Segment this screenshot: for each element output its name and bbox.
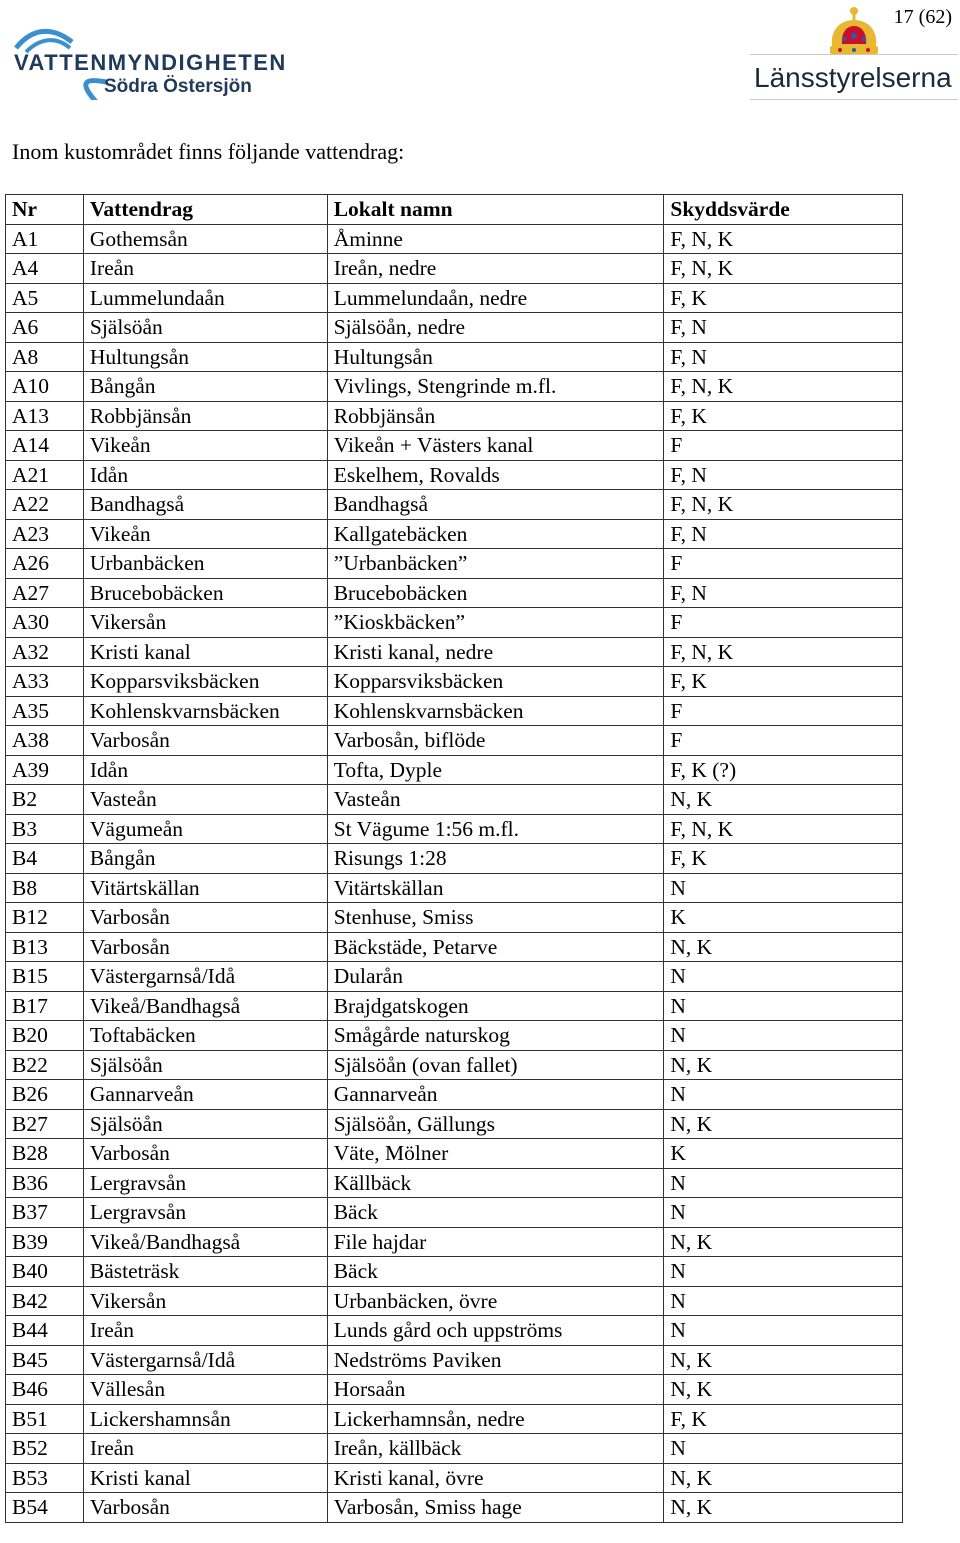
cell-skyddsvarde: F, N <box>664 460 903 490</box>
cell-vattendrag: Bångån <box>83 372 327 402</box>
cell-nr: A32 <box>6 637 84 667</box>
cell-skyddsvarde: N, K <box>664 1109 903 1139</box>
cell-lokalt-namn: Vitärtskällan <box>327 873 664 903</box>
cell-skyddsvarde: N <box>664 1286 903 1316</box>
cell-vattendrag: Själsöån <box>83 313 327 343</box>
table-row <box>6 726 903 756</box>
cell-vattendrag: Ireån <box>83 1316 327 1346</box>
cell-nr: A33 <box>6 667 84 697</box>
cell-nr: B17 <box>6 991 84 1021</box>
cell-nr: A13 <box>6 401 84 431</box>
cell-skyddsvarde: N, K <box>664 1227 903 1257</box>
table-row <box>6 1198 903 1228</box>
table-row <box>6 1463 903 1493</box>
cell-lokalt-namn: Robbjänsån <box>327 401 664 431</box>
header-vattendrag: Vattendrag <box>83 195 327 225</box>
cell-lokalt-namn: Horsaån <box>327 1375 664 1405</box>
cell-vattendrag: Vitärtskällan <box>83 873 327 903</box>
watercourse-table <box>5 194 903 1523</box>
table-row <box>6 932 903 962</box>
cell-lokalt-namn: St Vägume 1:56 m.fl. <box>327 814 664 844</box>
cell-nr: A39 <box>6 755 84 785</box>
cell-lokalt-namn: Eskelhem, Rovalds <box>327 460 664 490</box>
cell-skyddsvarde: N <box>664 1316 903 1346</box>
table-row <box>6 254 903 284</box>
cell-lokalt-namn: Brajdgatskogen <box>327 991 664 1021</box>
table-row <box>6 637 903 667</box>
cell-skyddsvarde: F <box>664 726 903 756</box>
cell-vattendrag: Vikeån <box>83 431 327 461</box>
table-row <box>6 1257 903 1287</box>
cell-vattendrag: Toftabäcken <box>83 1021 327 1051</box>
cell-lokalt-namn: Kallgatebäcken <box>327 519 664 549</box>
cell-skyddsvarde: F <box>664 431 903 461</box>
cell-nr: A21 <box>6 460 84 490</box>
cell-skyddsvarde: F, K <box>664 283 903 313</box>
cell-vattendrag: Varbosån <box>83 1139 327 1169</box>
cell-vattendrag: Lummelundaån <box>83 283 327 313</box>
cell-skyddsvarde: N <box>664 991 903 1021</box>
cell-nr: A38 <box>6 726 84 756</box>
cell-nr: B45 <box>6 1345 84 1375</box>
cell-nr: A26 <box>6 549 84 579</box>
cell-skyddsvarde: F, K <box>664 844 903 874</box>
cell-vattendrag: Vällesån <box>83 1375 327 1405</box>
cell-skyddsvarde: F, N, K <box>664 254 903 284</box>
cell-lokalt-namn: Lunds gård och uppströms <box>327 1316 664 1346</box>
cell-skyddsvarde: N, K <box>664 1345 903 1375</box>
cell-vattendrag: Varbosån <box>83 903 327 933</box>
table-row <box>6 785 903 815</box>
cell-nr: B46 <box>6 1375 84 1405</box>
table-row <box>6 313 903 343</box>
cell-skyddsvarde: F, N, K <box>664 814 903 844</box>
table-row <box>6 283 903 313</box>
cell-lokalt-namn: Själsöån, Gällungs <box>327 1109 664 1139</box>
table-header-row <box>6 195 903 225</box>
cell-lokalt-namn: Gannarveån <box>327 1080 664 1110</box>
table-row <box>6 873 903 903</box>
cell-lokalt-namn: Bäck <box>327 1198 664 1228</box>
cell-lokalt-namn: Kopparsviksbäcken <box>327 667 664 697</box>
cell-vattendrag: Lergravsån <box>83 1198 327 1228</box>
cell-lokalt-namn: Vivlings, Stengrinde m.fl. <box>327 372 664 402</box>
intro-text: Inom kustområdet finns följande vattendrag: <box>12 139 405 164</box>
cell-nr: A1 <box>6 224 84 254</box>
cell-skyddsvarde: F, N <box>664 519 903 549</box>
cell-nr: A22 <box>6 490 84 520</box>
cell-skyddsvarde: F, K <box>664 667 903 697</box>
cell-vattendrag: Själsöån <box>83 1109 327 1139</box>
cell-skyddsvarde: F <box>664 696 903 726</box>
cell-lokalt-namn: Ireån, nedre <box>327 254 664 284</box>
header-nr: Nr <box>6 195 84 225</box>
cell-nr: A35 <box>6 696 84 726</box>
cell-vattendrag: Vasteån <box>83 785 327 815</box>
cell-lokalt-namn: Smågårde naturskog <box>327 1021 664 1051</box>
cell-lokalt-namn: Kristi kanal, nedre <box>327 637 664 667</box>
cell-vattendrag: Gannarveån <box>83 1080 327 1110</box>
cell-skyddsvarde: N, K <box>664 1493 903 1523</box>
table-row <box>6 1168 903 1198</box>
cell-vattendrag: Kohlenskvarnsbäcken <box>83 696 327 726</box>
cell-lokalt-namn: Åminne <box>327 224 664 254</box>
cell-nr: A27 <box>6 578 84 608</box>
cell-nr: B54 <box>6 1493 84 1523</box>
table-row <box>6 342 903 372</box>
cell-vattendrag: Vikersån <box>83 1286 327 1316</box>
cell-lokalt-namn: Själsöån, nedre <box>327 313 664 343</box>
cell-vattendrag: Varbosån <box>83 932 327 962</box>
cell-nr: B20 <box>6 1021 84 1051</box>
cell-vattendrag: Idån <box>83 460 327 490</box>
cell-vattendrag: Ireån <box>83 1434 327 1464</box>
cell-nr: B53 <box>6 1463 84 1493</box>
cell-vattendrag: Hultungsån <box>83 342 327 372</box>
cell-vattendrag: Urbanbäcken <box>83 549 327 579</box>
table-row <box>6 1080 903 1110</box>
cell-lokalt-namn: File hajdar <box>327 1227 664 1257</box>
cell-skyddsvarde: F, N <box>664 342 903 372</box>
cell-lokalt-namn: Kohlenskvarnsbäcken <box>327 696 664 726</box>
cell-lokalt-namn: Nedströms Paviken <box>327 1345 664 1375</box>
header-skyddsvarde: Skyddsvärde <box>664 195 903 225</box>
cell-lokalt-namn: Bäck <box>327 1257 664 1287</box>
table-row <box>6 549 903 579</box>
cell-skyddsvarde: N <box>664 1021 903 1051</box>
cell-nr: A5 <box>6 283 84 313</box>
table-row <box>6 991 903 1021</box>
table-row <box>6 1021 903 1051</box>
cell-skyddsvarde: N <box>664 873 903 903</box>
cell-lokalt-namn: ”Urbanbäcken” <box>327 549 664 579</box>
cell-vattendrag: Bångån <box>83 844 327 874</box>
table-row <box>6 1227 903 1257</box>
cell-vattendrag: Bästeträsk <box>83 1257 327 1287</box>
cell-skyddsvarde: N, K <box>664 1375 903 1405</box>
table-row <box>6 962 903 992</box>
table-row <box>6 1139 903 1169</box>
logo-text-line2: Södra Östersjön <box>104 76 252 97</box>
cell-nr: A10 <box>6 372 84 402</box>
cell-vattendrag: Vikeå/Bandhagså <box>83 1227 327 1257</box>
cell-vattendrag: Robbjänsån <box>83 401 327 431</box>
cell-lokalt-namn: Bandhagså <box>327 490 664 520</box>
cell-skyddsvarde: F, K (?) <box>664 755 903 785</box>
cell-vattendrag: Kristi kanal <box>83 637 327 667</box>
cell-lokalt-namn: ”Kioskbäcken” <box>327 608 664 638</box>
cell-vattendrag: Västergarnså/Idå <box>83 962 327 992</box>
cell-lokalt-namn: Vasteån <box>327 785 664 815</box>
cell-lokalt-namn: Varbosån, Smiss hage <box>327 1493 664 1523</box>
table-row <box>6 903 903 933</box>
cell-skyddsvarde: N <box>664 1198 903 1228</box>
cell-vattendrag: Kristi kanal <box>83 1463 327 1493</box>
cell-skyddsvarde: F, N, K <box>664 637 903 667</box>
cell-lokalt-namn: Bäckstäde, Petarve <box>327 932 664 962</box>
cell-vattendrag: Vikersån <box>83 608 327 638</box>
cell-skyddsvarde: N <box>664 1434 903 1464</box>
cell-skyddsvarde: N <box>664 1080 903 1110</box>
cell-lokalt-namn: Urbanbäcken, övre <box>327 1286 664 1316</box>
page-number: 17 (62) <box>893 6 952 28</box>
cell-skyddsvarde: N, K <box>664 1050 903 1080</box>
cell-skyddsvarde: N <box>664 1257 903 1287</box>
cell-lokalt-namn: Väte, Mölner <box>327 1139 664 1169</box>
vattenmyndigheten-logo <box>12 20 312 100</box>
cell-vattendrag: Vikeån <box>83 519 327 549</box>
cell-lokalt-namn: Risungs 1:28 <box>327 844 664 874</box>
table-row <box>6 1375 903 1405</box>
table-row <box>6 519 903 549</box>
cell-nr: A23 <box>6 519 84 549</box>
cell-nr: B2 <box>6 785 84 815</box>
cell-nr: B12 <box>6 903 84 933</box>
table-row <box>6 490 903 520</box>
cell-lokalt-namn: Stenhuse, Smiss <box>327 903 664 933</box>
cell-skyddsvarde: F <box>664 549 903 579</box>
cell-lokalt-namn: Tofta, Dyple <box>327 755 664 785</box>
table-row <box>6 1286 903 1316</box>
cell-nr: B26 <box>6 1080 84 1110</box>
cell-skyddsvarde: N <box>664 962 903 992</box>
cell-nr: B8 <box>6 873 84 903</box>
cell-skyddsvarde: K <box>664 903 903 933</box>
cell-lokalt-namn: Kristi kanal, övre <box>327 1463 664 1493</box>
cell-skyddsvarde: F, N <box>664 578 903 608</box>
cell-vattendrag: Brucebobäcken <box>83 578 327 608</box>
cell-lokalt-namn: Hultungsån <box>327 342 664 372</box>
cell-nr: B15 <box>6 962 84 992</box>
cell-nr: A14 <box>6 431 84 461</box>
cell-lokalt-namn: Själsöån (ovan fallet) <box>327 1050 664 1080</box>
cell-nr: A6 <box>6 313 84 343</box>
cell-nr: B40 <box>6 1257 84 1287</box>
cell-nr: B51 <box>6 1404 84 1434</box>
cell-nr: B39 <box>6 1227 84 1257</box>
cell-nr: B36 <box>6 1168 84 1198</box>
table-row <box>6 844 903 874</box>
logo-text: Länsstyrelserna <box>754 62 952 93</box>
cell-skyddsvarde: F <box>664 608 903 638</box>
cell-vattendrag: Lergravsån <box>83 1168 327 1198</box>
cell-skyddsvarde: F, N, K <box>664 490 903 520</box>
cell-vattendrag: Västergarnså/Idå <box>83 1345 327 1375</box>
cell-nr: B22 <box>6 1050 84 1080</box>
cell-nr: B27 <box>6 1109 84 1139</box>
cell-vattendrag: Idån <box>83 755 327 785</box>
cell-skyddsvarde: F, K <box>664 1404 903 1434</box>
header-lokalt-namn: Lokalt namn <box>327 195 664 225</box>
cell-vattendrag: Ireån <box>83 254 327 284</box>
cell-vattendrag: Kopparsviksbäcken <box>83 667 327 697</box>
cell-vattendrag: Vägumeån <box>83 814 327 844</box>
table-row <box>6 578 903 608</box>
crown-icon <box>822 6 886 58</box>
table-row <box>6 372 903 402</box>
table-row <box>6 460 903 490</box>
table-row <box>6 1050 903 1080</box>
cell-skyddsvarde: F, N <box>664 313 903 343</box>
table-row <box>6 608 903 638</box>
table-row <box>6 1109 903 1139</box>
table-row <box>6 814 903 844</box>
cell-skyddsvarde: N <box>664 1168 903 1198</box>
cell-skyddsvarde: F, K <box>664 401 903 431</box>
table-row <box>6 667 903 697</box>
cell-lokalt-namn: Brucebobäcken <box>327 578 664 608</box>
table-row <box>6 696 903 726</box>
cell-nr: B28 <box>6 1139 84 1169</box>
cell-lokalt-namn: Källbäck <box>327 1168 664 1198</box>
cell-lokalt-namn: Vikeån + Västers kanal <box>327 431 664 461</box>
table-row <box>6 1316 903 1346</box>
cell-skyddsvarde: N, K <box>664 785 903 815</box>
cell-vattendrag: Gothemsån <box>83 224 327 254</box>
cell-nr: B42 <box>6 1286 84 1316</box>
cell-skyddsvarde: K <box>664 1139 903 1169</box>
cell-nr: B3 <box>6 814 84 844</box>
cell-vattendrag: Vikeå/Bandhagså <box>83 991 327 1021</box>
cell-lokalt-namn: Lummelundaån, nedre <box>327 283 664 313</box>
cell-vattendrag: Varbosån <box>83 726 327 756</box>
cell-lokalt-namn: Lickerhamnsån, nedre <box>327 1404 664 1434</box>
table-row <box>6 755 903 785</box>
cell-nr: B4 <box>6 844 84 874</box>
table-row <box>6 401 903 431</box>
cell-lokalt-namn: Varbosån, biflöde <box>327 726 664 756</box>
cell-nr: B37 <box>6 1198 84 1228</box>
cell-vattendrag: Lickershamnsån <box>83 1404 327 1434</box>
cell-lokalt-namn: Ireån, källbäck <box>327 1434 664 1464</box>
cell-vattendrag: Själsöån <box>83 1050 327 1080</box>
cell-nr: B52 <box>6 1434 84 1464</box>
table-row <box>6 431 903 461</box>
cell-lokalt-namn: Dularån <box>327 962 664 992</box>
cell-nr: A8 <box>6 342 84 372</box>
table-row <box>6 1434 903 1464</box>
cell-skyddsvarde: F, N, K <box>664 372 903 402</box>
table-row <box>6 1345 903 1375</box>
cell-nr: B13 <box>6 932 84 962</box>
table-body <box>6 224 903 1522</box>
cell-nr: A30 <box>6 608 84 638</box>
cell-vattendrag: Bandhagså <box>83 490 327 520</box>
table-row <box>6 1404 903 1434</box>
cell-vattendrag: Varbosån <box>83 1493 327 1523</box>
cell-skyddsvarde: N, K <box>664 1463 903 1493</box>
cell-nr: A4 <box>6 254 84 284</box>
table-row <box>6 1493 903 1523</box>
cell-nr: B44 <box>6 1316 84 1346</box>
cell-skyddsvarde: F, N, K <box>664 224 903 254</box>
cell-skyddsvarde: N, K <box>664 932 903 962</box>
logo-text-line1: VATTENMYNDIGHETEN <box>14 50 287 75</box>
table-row <box>6 224 903 254</box>
